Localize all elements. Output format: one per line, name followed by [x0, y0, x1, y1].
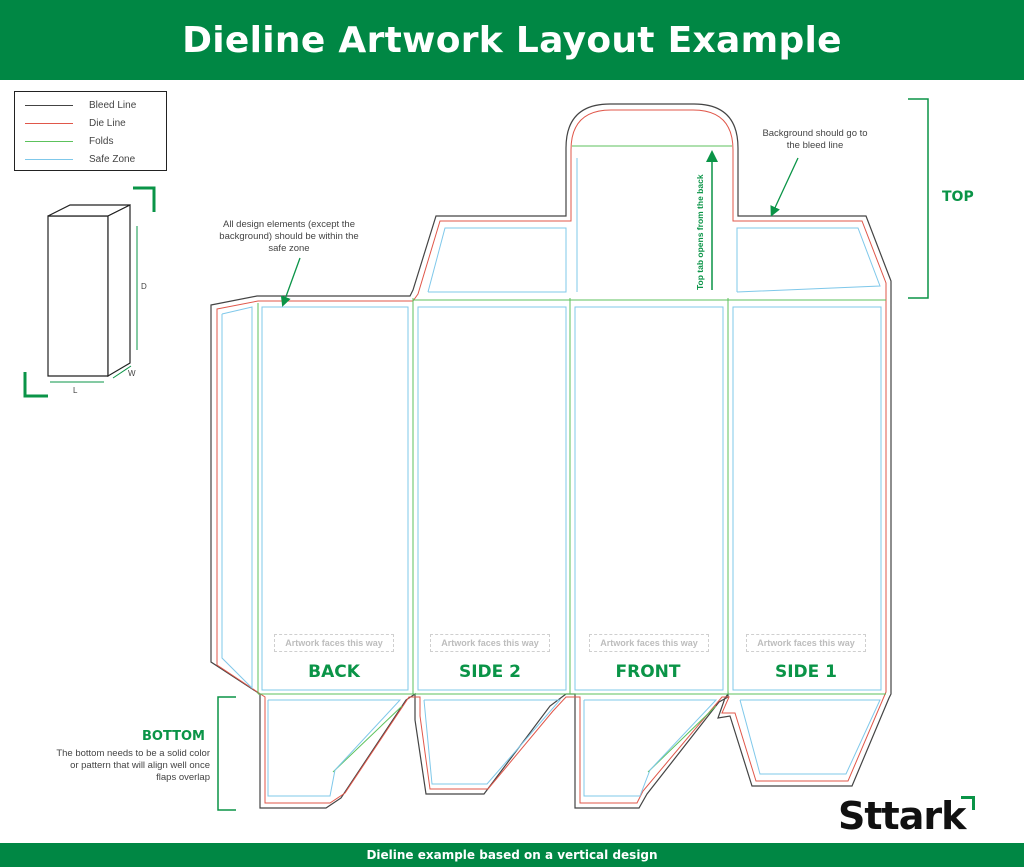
footer-caption: Dieline example based on a vertical design [366, 848, 658, 862]
legend-label: Die Line [89, 117, 126, 129]
top-tab-note: Top tab opens from the back [695, 174, 705, 290]
legend-label: Safe Zone [89, 153, 136, 165]
artwork-direction-box: Artwork faces this way [746, 634, 866, 652]
page-title: Dieline Artwork Layout Example [182, 19, 842, 61]
legend-label: Folds [89, 135, 114, 147]
panel-label-back: BACK [308, 662, 360, 682]
artwork-direction-box: Artwork faces this way [430, 634, 550, 652]
logo-tick-icon [961, 796, 975, 810]
safe-zone-note: All design elements (except the background) should be within the safe zone [219, 219, 359, 254]
sttark-logo [838, 794, 965, 838]
logo-text: Sttark [838, 794, 966, 838]
depth-label: D [141, 282, 147, 291]
top-section-label: TOP [942, 189, 974, 205]
bleed-outline [211, 104, 891, 808]
panel-label-side-1: SIDE 1 [774, 662, 838, 682]
top-bracket [908, 99, 928, 298]
artwork-direction-box: Artwork faces this way [589, 634, 709, 652]
width-label: W [128, 369, 136, 378]
bottom-note: The bottom needs to be a solid color or pattern that will align well once flaps overlap [56, 748, 210, 783]
panel-label-front: FRONT [615, 662, 681, 682]
panel-label-side-2: SIDE 2 [458, 662, 522, 682]
bleed-note: Background should go to the bleed line [762, 128, 868, 151]
length-label: L [73, 386, 78, 395]
bottom-section-label: BOTTOM [142, 729, 205, 744]
box-front-face [48, 216, 108, 376]
box-side-face [108, 205, 130, 376]
artwork-direction-box: Artwork faces this way [274, 634, 394, 652]
die-line-outline [217, 110, 886, 803]
bleed-arrow [773, 158, 798, 212]
box-illustration [48, 205, 130, 376]
bottom-bracket [218, 697, 236, 810]
legend-label: Bleed Line [89, 99, 137, 111]
footer-banner [0, 843, 1024, 867]
